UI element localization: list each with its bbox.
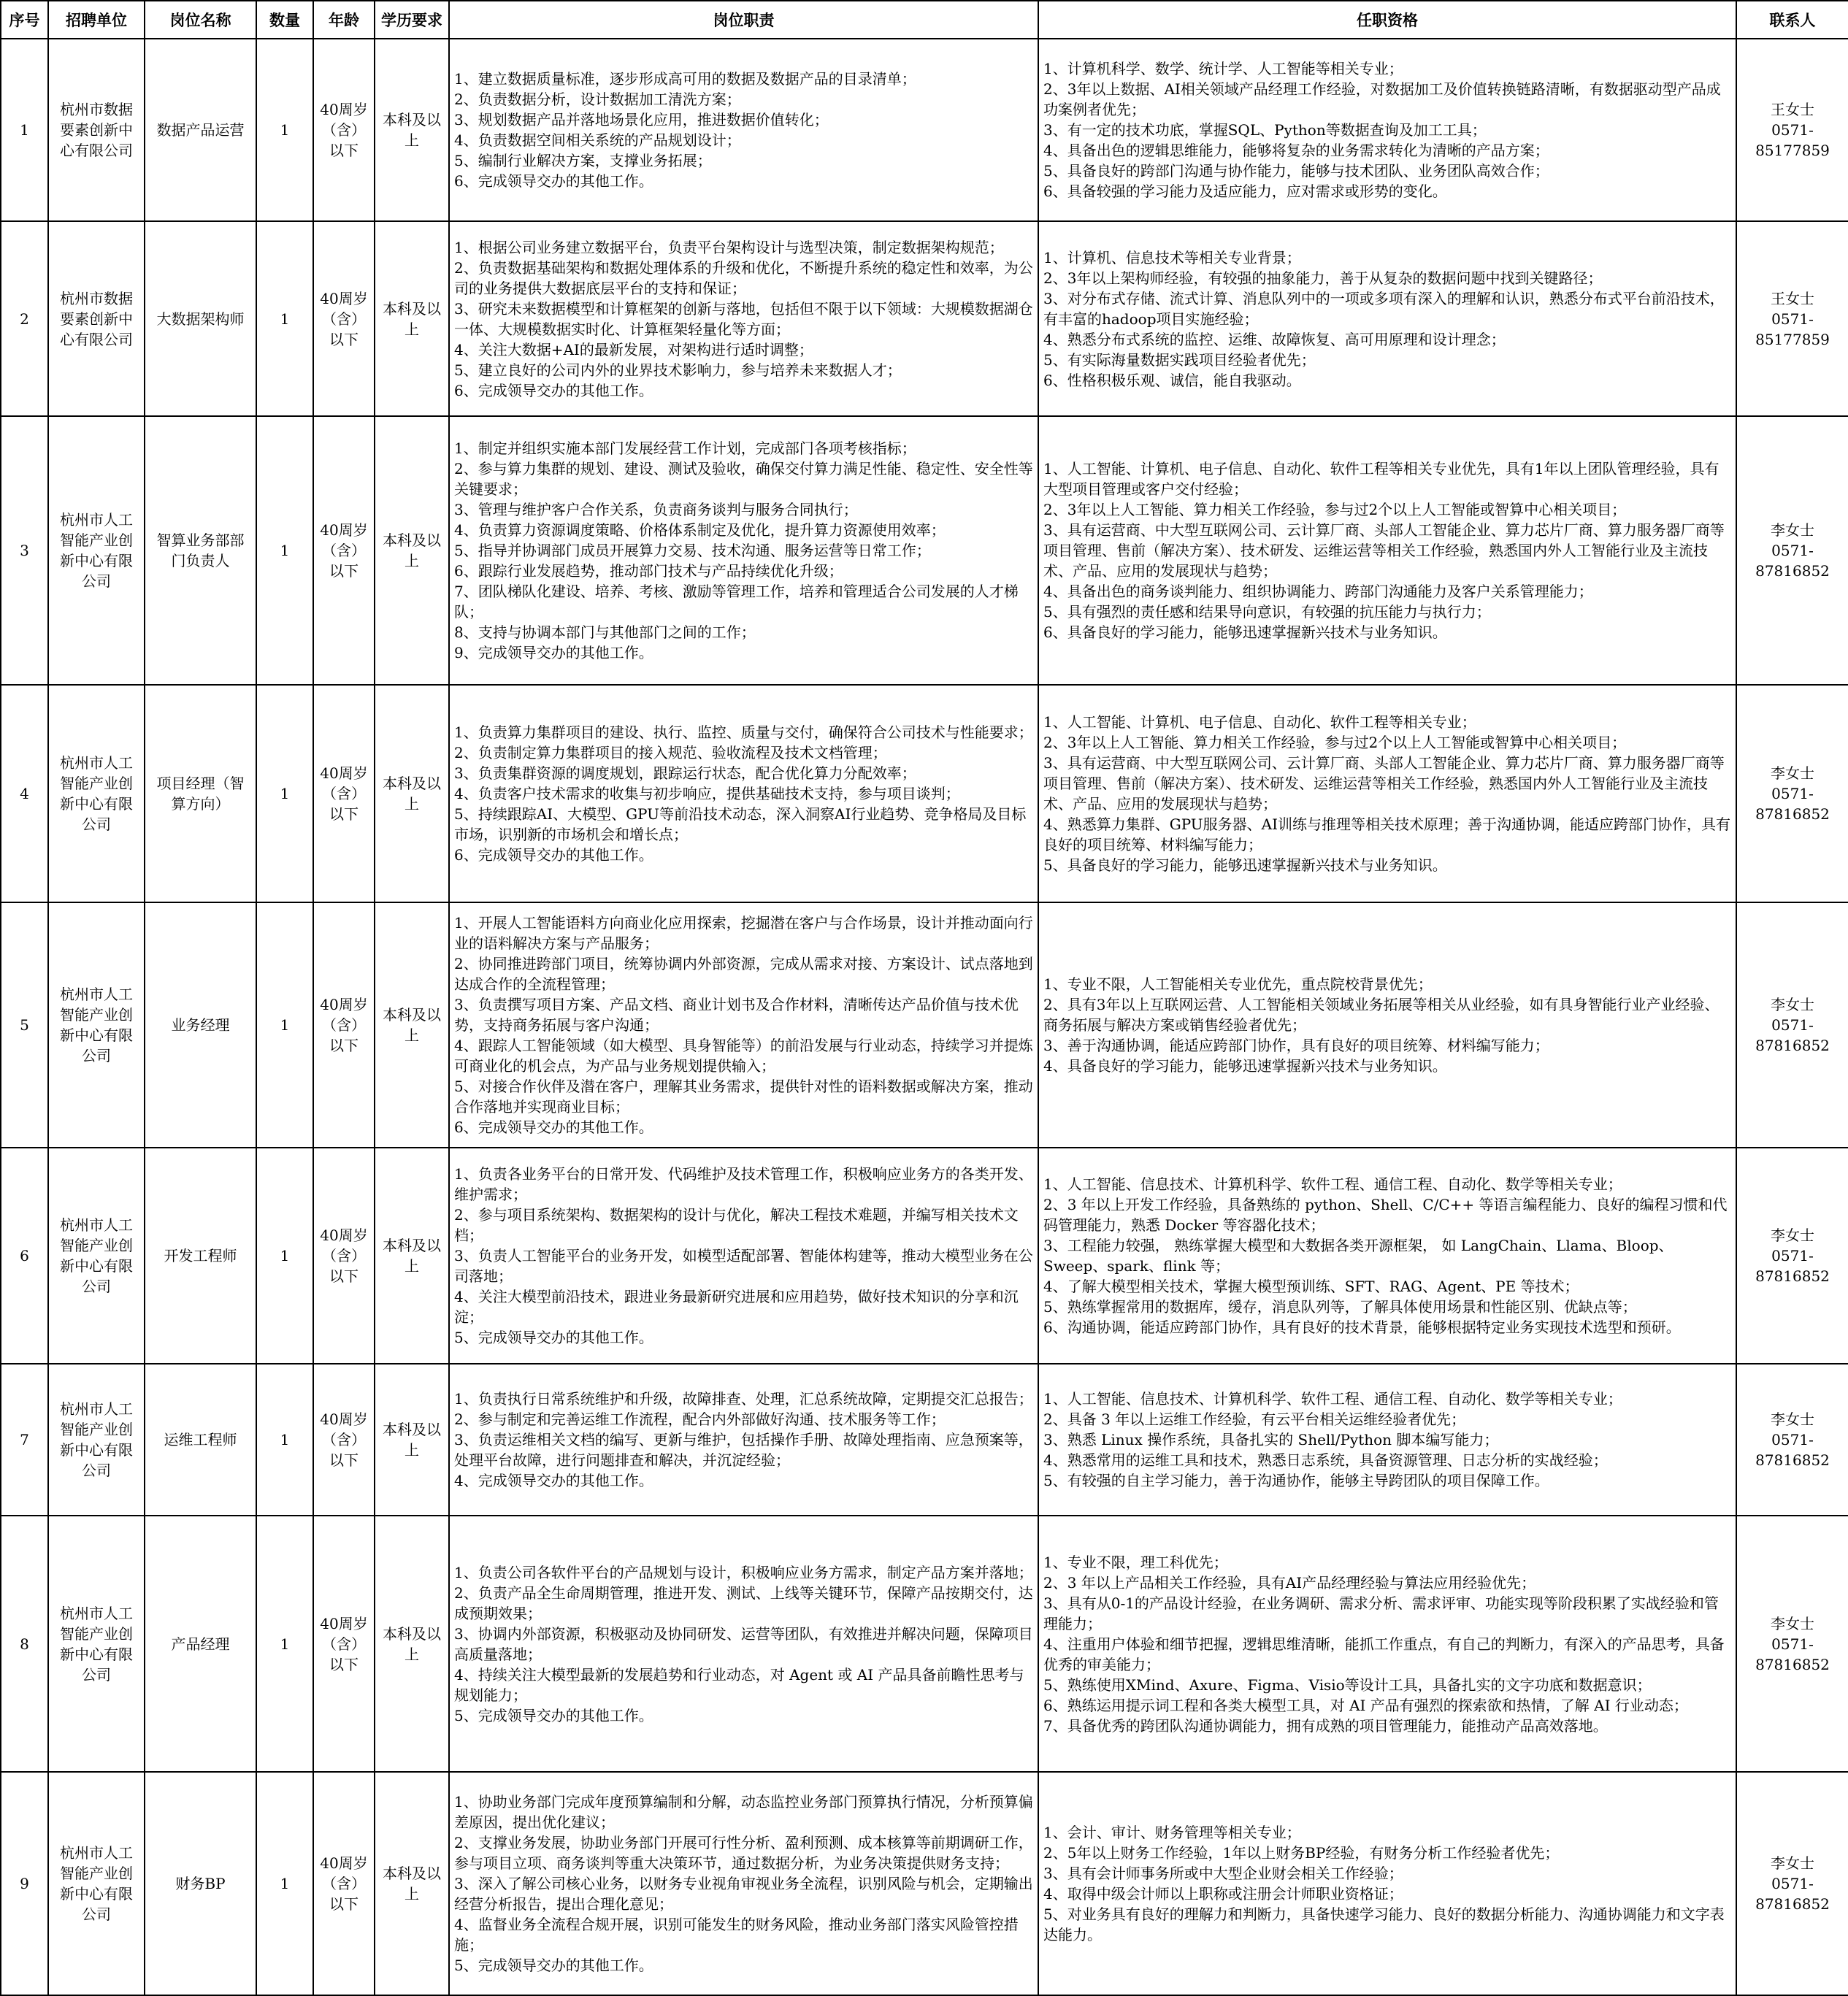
- duty-item: 1、负责执行日常系统维护和升级，故障排查、处理，汇总系统故障，定期提交汇总报告；: [454, 1390, 1033, 1408]
- cell-no: 2: [1, 221, 48, 416]
- duty-item: 3、负责集群资源的调度规划，跟踪运行状态，配合优化算力分配效率；: [454, 764, 916, 782]
- qualification-item: 5、熟练使用XMind、Axure、Figma、Visio等设计工具，具备扎实的文字功底和数据意识；: [1043, 1676, 1652, 1694]
- cell-education: 本科及以上: [375, 1148, 449, 1364]
- qualification-item: 5、对业务具有良好的理解力和判断力，具备快速学习能力、良好的数据分析能力、沟通协调能力和文字表达能力。: [1043, 1905, 1725, 1943]
- qualification-item: 5、有较强的自主学习能力，善于沟通协作，能够主导跨团队的项目保障工作。: [1043, 1472, 1549, 1489]
- cell-duties: [449, 416, 1038, 685]
- qualification-item: 2、具备 3 年以上运维工作经验，有云平台相关运维经验者优先；: [1043, 1410, 1466, 1428]
- cell-contact: [1736, 1516, 1848, 1772]
- cell-position: 大数据架构师: [145, 221, 256, 416]
- header-no: 序号: [1, 1, 48, 39]
- duty-item: 1、负责公司各软件平台的产品规划与设计，积极响应业务方需求，制定产品方案并落地；: [454, 1563, 1033, 1581]
- cell-qualifications: [1038, 1516, 1736, 1772]
- cell-count: 1: [256, 39, 313, 221]
- qualification-item: 3、熟悉 Linux 操作系统，具备扎实的 Shell/Python 脚本编写能力；: [1043, 1431, 1499, 1448]
- cell-unit: 杭州市人工智能产业创新中心有限公司: [48, 685, 145, 902]
- qualification-item: 1、人工智能、计算机、电子信息、自动化、软件工程等相关专业优先，具有1年以上团队管理经验，具有大型项目管理或客户交付经验；: [1043, 460, 1719, 498]
- duty-item: 6、完成领导交办的其他工作。: [454, 1118, 653, 1136]
- cell-age: 40周岁（含）以下: [313, 1516, 375, 1772]
- cell-education: 本科及以上: [375, 39, 449, 221]
- table-row: [1, 221, 1848, 416]
- cell-contact: [1736, 416, 1848, 685]
- cell-no: 7: [1, 1364, 48, 1516]
- contact-name: 李女士: [1771, 764, 1814, 782]
- cell-position: 财务BP: [145, 1772, 256, 1995]
- qualification-item: 6、沟通协调，能适应跨部门协作，具有良好的技术背景，能够根据特定业务实现技术选型和预研。: [1043, 1318, 1681, 1336]
- qualification-item: 5、有实际海量数据实践项目经验者优先；: [1043, 350, 1316, 369]
- duty-item: 6、完成领导交办的其他工作。: [454, 172, 653, 190]
- qualification-item: 6、具备良好的学习能力，能够迅速掌握新兴技术与业务知识。: [1043, 623, 1447, 641]
- table-row: [1, 1772, 1848, 1995]
- duty-item: 2、支撑业务发展，协助业务部门开展可行性分析、盈利预测、成本核算等前期调研工作，参与项目立项、商务谈判等重大决策环节，通过数据分析，为业务决策提供财务支持；: [454, 1834, 1033, 1872]
- duty-item: 4、关注大模型前沿技术，跟进业务最新研究进展和应用趋势，做好技术知识的分享和沉淀；: [454, 1288, 1019, 1326]
- contact-name: 李女士: [1771, 996, 1814, 1013]
- cell-contact: [1736, 221, 1848, 416]
- contact-phone: 0571-85177859: [1755, 310, 1830, 348]
- cell-education: 本科及以上: [375, 1516, 449, 1772]
- qualification-item: 2、3 年以上开发工作经验，具备熟练的 python、Shell、C/C++ 等语言编程能力、良好的编程习惯和代码管理能力，熟悉 Docker 等容器化技术；: [1043, 1196, 1728, 1234]
- header-count: 数量: [256, 1, 313, 39]
- header-duties: 岗位职责: [449, 1, 1038, 39]
- cell-unit: 杭州市人工智能产业创新中心有限公司: [48, 416, 145, 685]
- duty-item: 9、完成领导交办的其他工作。: [454, 644, 653, 661]
- cell-count: 1: [256, 1364, 313, 1516]
- duty-item: 7、团队梯队化建设、培养、考核、激励等管理工作，培养和管理适合公司发展的人才梯队；: [454, 583, 1019, 621]
- cell-contact: [1736, 39, 1848, 221]
- cell-age: 40周岁（含）以下: [313, 221, 375, 416]
- cell-no: 6: [1, 1148, 48, 1364]
- duty-item: 3、负责运维相关文档的编写、更新与维护，包括操作手册、故障处理指南、应急预案等，处理平台故障，进行问题排查和解决，并沉淀经验；: [454, 1431, 1033, 1469]
- cell-contact: [1736, 685, 1848, 902]
- cell-unit: 杭州市数据要素创新中心有限公司: [48, 221, 145, 416]
- cell-qualifications: [1038, 1772, 1736, 1995]
- qualification-item: 6、性格积极乐观、诚信，能自我驱动。: [1043, 371, 1301, 389]
- duty-item: 4、负责算力资源调度策略、价格体系制定及优化，提升算力资源使用效率；: [454, 521, 946, 539]
- cell-duties: [449, 221, 1038, 416]
- cell-duties: [449, 39, 1038, 221]
- cell-duties: [449, 902, 1038, 1148]
- cell-qualifications: [1038, 685, 1736, 902]
- contact-phone: 0571-87816852: [1755, 1431, 1830, 1469]
- duty-item: 5、指导并协调部门成员开展算力交易、技术沟通、服务运营等日常工作；: [454, 542, 931, 559]
- cell-duties: [449, 1772, 1038, 1995]
- duty-item: 4、关注大数据+AI的最新发展，对架构进行适时调整；: [454, 340, 813, 358]
- duty-item: 2、参与算力集群的规划、建设、测试及验收，确保交付算力满足性能、稳定性、安全性等关键要求；: [454, 460, 1033, 498]
- qualification-item: 2、3年以上人工智能、算力相关工作经验，参与过2个以上人工智能或智算中心相关项目；: [1043, 734, 1627, 751]
- header-qualifications: 任职资格: [1038, 1, 1736, 39]
- duty-item: 1、建立数据质量标准，逐步形成高可用的数据及数据产品的目录清单；: [454, 70, 916, 88]
- qualification-item: 3、工程能力较强， 熟练掌握大模型和大数据各类开源框架， 如 LangChain、Llama、Bloop、Sweep、spark、flink 等；: [1043, 1237, 1673, 1275]
- header-education: 学历要求: [375, 1, 449, 39]
- table-row: [1, 685, 1848, 902]
- qualification-item: 1、计算机、信息技术等相关专业背景；: [1043, 248, 1301, 266]
- cell-qualifications: [1038, 902, 1736, 1148]
- cell-education: 本科及以上: [375, 1772, 449, 1995]
- duty-item: 6、完成领导交办的其他工作。: [454, 846, 653, 864]
- qualification-item: 2、具有3年以上互联网运营、人工智能相关领域业务拓展等相关从业经验，如有具身智能行业产业经验、商务拓展与解决方案或销售经验者优先；: [1043, 996, 1719, 1034]
- cell-position: 项目经理（智算方向）: [145, 685, 256, 902]
- qualification-item: 4、具备出色的商务谈判能力、组织协调能力、跨部门沟通能力及客户关系管理能力；: [1043, 583, 1593, 600]
- duty-item: 5、建立良好的公司内外的业界技术影响力，参与培养未来数据人才；: [454, 361, 902, 379]
- qualification-item: 4、取得中级会计师以上职称或注册会计师职业资格证；: [1043, 1885, 1403, 1903]
- cell-unit: 杭州市人工智能产业创新中心有限公司: [48, 1148, 145, 1364]
- cell-age: 40周岁（含）以下: [313, 1772, 375, 1995]
- duty-item: 3、深入了解公司核心业务，以财务专业视角审视业务全流程，识别风险与机会，定期输出经营分析报告，提出合理化意见；: [454, 1875, 1033, 1913]
- cell-age: 40周岁（含）以下: [313, 1364, 375, 1516]
- qualification-item: 2、5年以上财务工作经验，1年以上财务BP经验，有财务分析工作经验者优先；: [1043, 1844, 1560, 1862]
- table-row: [1, 902, 1848, 1148]
- duty-item: 1、负责算力集群项目的建设、执行、监控、质量与交付，确保符合公司技术与性能要求；: [454, 723, 1033, 741]
- cell-age: 40周岁（含）以下: [313, 39, 375, 221]
- cell-qualifications: [1038, 221, 1736, 416]
- contact-name: 王女士: [1771, 101, 1814, 118]
- cell-position: 数据产品运营: [145, 39, 256, 221]
- cell-count: 1: [256, 1516, 313, 1772]
- qualification-item: 4、注重用户体验和细节把握，逻辑思维清晰，能抓工作重点，有自己的判断力，有深入的产品思考，具备优秀的审美能力；: [1043, 1635, 1725, 1673]
- qualification-item: 4、具备出色的逻辑思维能力，能够将复杂的业务需求转化为清晰的产品方案；: [1043, 142, 1549, 159]
- cell-no: 5: [1, 902, 48, 1148]
- qualification-item: 1、人工智能、计算机、电子信息、自动化、软件工程等相关专业；: [1043, 713, 1476, 731]
- duty-item: 1、协助业务部门完成年度预算编制和分解，动态监控业务部门预算执行情况，分析预算偏差原因，提出优化建议；: [454, 1793, 1033, 1831]
- duty-item: 3、负责人工智能平台的业务开发，如模型适配部署、智能体构建等，推动大模型业务在公司落地；: [454, 1247, 1033, 1285]
- qualification-item: 5、具备良好的跨部门沟通与协作能力，能够与技术团队、业务团队高效合作；: [1043, 162, 1549, 180]
- duty-item: 3、规划数据产品并落地场景化应用，推进数据价值转化；: [454, 111, 829, 128]
- qualification-item: 3、具有运营商、中大型互联网公司、云计算厂商、头部人工智能企业、算力芯片厂商、算力服务器厂商等项目管理、售前（解决方案）、技术研发、运维运营等相关工作经验，熟悉国内外人工智能行业及主流技术、产品、应用的发展现状与趋势；: [1043, 521, 1725, 580]
- cell-unit: 杭州市数据要素创新中心有限公司: [48, 39, 145, 221]
- cell-contact: [1736, 902, 1848, 1148]
- duty-item: 4、完成领导交办的其他工作。: [454, 1472, 653, 1489]
- cell-qualifications: [1038, 416, 1736, 685]
- duty-item: 4、跟踪人工智能领域（如大模型、具身智能等）的前沿发展与行业动态，持续学习并提炼可商业化的机会点，为产品与业务规划提供输入；: [454, 1037, 1033, 1075]
- contact-phone: 0571-85177859: [1755, 121, 1830, 159]
- contact-phone: 0571-87816852: [1755, 1875, 1830, 1913]
- duty-item: 3、研究未来数据模型和计算框架的创新与落地，包括但不限于以下领域：大规模数据湖仓一体、大规模数据实时化、计算框架轻量化等方面；: [454, 299, 1033, 338]
- cell-count: 1: [256, 221, 313, 416]
- cell-count: 1: [256, 1148, 313, 1364]
- cell-position: 智算业务部部门负责人: [145, 416, 256, 685]
- header-unit: 招聘单位: [48, 1, 145, 39]
- duty-item: 3、协调内外部资源，积极驱动及协同研发、运营等团队，有效推进并解决问题，保障项目高质量落地；: [454, 1624, 1033, 1663]
- cell-count: 1: [256, 416, 313, 685]
- cell-education: 本科及以上: [375, 221, 449, 416]
- cell-position: 运维工程师: [145, 1364, 256, 1516]
- contact-phone: 0571-87816852: [1755, 1247, 1830, 1285]
- qualification-item: 1、专业不限，人工智能相关专业优先，重点院校背景优先；: [1043, 975, 1433, 993]
- qualification-item: 1、人工智能、信息技术、计算机科学、软件工程、通信工程、自动化、数学等相关专业；: [1043, 1175, 1622, 1193]
- cell-unit: 杭州市人工智能产业创新中心有限公司: [48, 902, 145, 1148]
- qualification-item: 2、3年以上人工智能、算力相关工作经验，参与过2个以上人工智能或智算中心相关项目；: [1043, 501, 1627, 518]
- cell-count: 1: [256, 685, 313, 902]
- qualification-item: 4、熟悉分布式系统的监控、运维、故障恢复、高可用原理和设计理念；: [1043, 330, 1506, 348]
- qualification-item: 3、善于沟通协调，能适应跨部门协作，具有良好的项目统筹、材料编写能力；: [1043, 1037, 1549, 1054]
- duty-item: 2、负责产品全生命周期管理，推进开发、测试、上线等关键环节，保障产品按期交付，达成预期效果；: [454, 1584, 1033, 1622]
- cell-no: 4: [1, 685, 48, 902]
- contact-phone: 0571-87816852: [1755, 1635, 1830, 1673]
- table-row: [1, 416, 1848, 685]
- header-position: 岗位名称: [145, 1, 256, 39]
- duty-item: 2、参与制定和完善运维工作流程，配合内外部做好沟通、技术服务等工作；: [454, 1410, 946, 1428]
- cell-duties: [449, 1364, 1038, 1516]
- qualification-item: 3、有一定的技术功底，掌握SQL、Python等数据查询及加工工具；: [1043, 121, 1487, 139]
- duty-item: 2、负责数据基础架构和数据处理体系的升级和优化，不断提升系统的稳定性和效率，为公司的业务提供大数据底层平台的支持和保证；: [454, 258, 1033, 297]
- header-age: 年龄: [313, 1, 375, 39]
- duty-item: 4、负责客户技术需求的收集与初步响应，提供基础技术支持，参与项目谈判；: [454, 785, 960, 802]
- qualification-item: 5、熟练掌握常用的数据库，缓存，消息队列等，了解具体使用场景和性能区别、优缺点等；: [1043, 1298, 1637, 1316]
- cell-age: 40周岁（含）以下: [313, 1148, 375, 1364]
- table-row: [1, 1516, 1848, 1772]
- qualification-item: 2、3年以上架构师经验，有较强的抽象能力，善于从复杂的数据问题中找到关键路径；: [1043, 269, 1603, 287]
- qualification-item: 7、具备优秀的跨团队沟通协调能力，拥有成熟的项目管理能力，能推动产品高效落地。: [1043, 1716, 1608, 1735]
- duty-item: 1、负责各业务平台的日常开发、代码维护及技术管理工作，积极响应业务方的各类开发、维护需求；: [454, 1165, 1033, 1203]
- qualification-item: 3、具有从0-1的产品设计经验，在业务调研、需求分析、需求评审、功能实现等阶段积累了实战经验和管理能力；: [1043, 1594, 1719, 1632]
- duty-item: 2、负责数据分析，设计数据加工清洗方案；: [454, 91, 741, 108]
- cell-education: 本科及以上: [375, 685, 449, 902]
- contact-name: 李女士: [1771, 1410, 1814, 1428]
- duty-item: 5、完成领导交办的其他工作。: [454, 1329, 653, 1346]
- duty-item: 3、负责撰写项目方案、产品文档、商业计划书及合作材料，清晰传达产品价值与技术优势，支持商务拓展与客户沟通；: [454, 996, 1019, 1034]
- cell-position: 业务经理: [145, 902, 256, 1148]
- cell-age: 40周岁（含）以下: [313, 902, 375, 1148]
- cell-duties: [449, 1148, 1038, 1364]
- duty-item: 3、管理与维护客户合作关系，负责商务谈判与服务合同执行；: [454, 501, 858, 518]
- contact-name: 王女士: [1771, 289, 1814, 307]
- duty-item: 5、持续跟踪AI、大模型、GPU等前沿技术动态，深入洞察AI行业趋势、竞争格局及目标市场，识别新的市场机会和增长点；: [454, 805, 1027, 843]
- cell-no: 1: [1, 39, 48, 221]
- duty-item: 6、完成领导交办的其他工作。: [454, 381, 653, 399]
- cell-no: 3: [1, 416, 48, 685]
- duty-item: 2、协同推进跨部门项目，统筹协调内外部资源，完成从需求对接、方案设计、试点落地到达成合作的全流程管理；: [454, 955, 1033, 993]
- qualification-item: 2、3年以上数据、AI相关领域产品经理工作经验，对数据加工及价值转换链路清晰，有数据驱动型产品成功案例者优先；: [1043, 80, 1721, 118]
- duty-item: 1、开展人工智能语料方向商业化应用探索，挖掘潜在客户与合作场景，设计并推动面向行业的语料解决方案与产品服务；: [454, 914, 1033, 952]
- duty-item: 2、负责制定算力集群项目的接入规范、验收流程及技术文档管理；: [454, 744, 887, 761]
- cell-age: 40周岁（含）以下: [313, 685, 375, 902]
- contact-name: 李女士: [1771, 1854, 1814, 1872]
- cell-contact: [1736, 1772, 1848, 1995]
- cell-no: 8: [1, 1516, 48, 1772]
- contact-name: 李女士: [1771, 1227, 1814, 1244]
- qualification-item: 1、会计、审计、财务管理等相关专业；: [1043, 1824, 1301, 1841]
- qualification-item: 6、具备较强的学习能力及适应能力，应对需求或形势的变化。: [1043, 183, 1447, 200]
- duty-item: 5、完成领导交办的其他工作。: [454, 1957, 653, 1974]
- qualification-item: 4、具备良好的学习能力，能够迅速掌握新兴技术与业务知识。: [1043, 1057, 1447, 1075]
- qualification-item: 2、3 年以上产品相关工作经验，具有AI产品经理经验与算法应用经验优先；: [1043, 1573, 1536, 1592]
- cell-contact: [1736, 1148, 1848, 1364]
- cell-count: 1: [256, 1772, 313, 1995]
- qualification-item: 3、具有运营商、中大型互联网公司、云计算厂商、头部人工智能企业、算力芯片厂商、算力服务器厂商等项目管理、售前（解决方案）、技术研发、运维运营等相关工作经验，熟悉国内外人工智能行业及主流技术、产品、应用的发展现状与趋势；: [1043, 754, 1725, 813]
- cell-education: 本科及以上: [375, 902, 449, 1148]
- cell-duties: [449, 1516, 1038, 1772]
- qualification-item: 4、熟悉常用的运维工具和技术，熟悉日志系统，具备资源管理、日志分析的实战经验；: [1043, 1451, 1608, 1469]
- header-contact: 联系人: [1736, 1, 1848, 39]
- cell-position: 开发工程师: [145, 1148, 256, 1364]
- cell-count: 1: [256, 902, 313, 1148]
- contact-name: 李女士: [1771, 1614, 1814, 1632]
- duty-item: 5、对接合作伙伴及潜在客户，理解其业务需求，提供针对性的语料数据或解决方案，推动合作落地并实现商业目标；: [454, 1078, 1033, 1116]
- duty-item: 1、制定并组织实施本部门发展经营工作计划，完成部门各项考核指标；: [454, 439, 916, 457]
- qualification-item: 5、具有强烈的责任感和结果导向意识，有较强的抗压能力与执行力；: [1043, 603, 1491, 621]
- contact-phone: 0571-87816852: [1755, 1016, 1830, 1054]
- cell-unit: 杭州市人工智能产业创新中心有限公司: [48, 1772, 145, 1995]
- contact-phone: 0571-87816852: [1755, 542, 1830, 580]
- cell-duties: [449, 685, 1038, 902]
- qualification-item: 3、对分布式存储、流式计算、消息队列中的一项或多项有深入的理解和认识，熟悉分布式平台前沿技术，有丰富的hadoop项目实施经验；: [1043, 289, 1725, 328]
- cell-education: 本科及以上: [375, 1364, 449, 1516]
- duty-item: 2、参与项目系统架构、数据架构的设计与优化，解决工程技术难题，并编写相关技术文档；: [454, 1206, 1019, 1244]
- qualification-item: 1、人工智能、信息技术、计算机科学、软件工程、通信工程、自动化、数学等相关专业；: [1043, 1390, 1622, 1408]
- cell-education: 本科及以上: [375, 416, 449, 685]
- qualification-item: 4、了解大模型相关技术，掌握大模型预训练、SFT、RAG、Agent、PE 等技术；: [1043, 1278, 1579, 1295]
- cell-qualifications: [1038, 1148, 1736, 1364]
- table-row: [1, 1364, 1848, 1516]
- duty-item: 8、支持与协调本部门与其他部门之间的工作；: [454, 623, 756, 641]
- duty-item: 5、编制行业解决方案，支撑业务拓展；: [454, 152, 712, 169]
- cell-age: 40周岁（含）以下: [313, 416, 375, 685]
- cell-contact: [1736, 1364, 1848, 1516]
- duty-item: 1、根据公司业务建立数据平台，负责平台架构设计与选型决策，制定数据架构规范；: [454, 238, 1004, 256]
- cell-qualifications: [1038, 1364, 1736, 1516]
- header-row: [1, 1, 1848, 39]
- cell-unit: 杭州市人工智能产业创新中心有限公司: [48, 1364, 145, 1516]
- table-row: [1, 1148, 1848, 1364]
- qualification-item: 6、熟练运用提示词工程和各类大模型工具，对 AI 产品有强烈的探索欲和热情，了解 AI 行业动态；: [1043, 1696, 1688, 1714]
- qualification-item: 1、专业不限，理工科优先；: [1043, 1553, 1228, 1571]
- duty-item: 6、跟踪行业发展趋势，推动部门技术与产品持续优化升级；: [454, 562, 843, 580]
- qualification-item: 4、熟悉算力集群、GPU服务器、AI训练与推理等相关技术原理；善于沟通协调，能适应跨部门协作，具有良好的项目统筹、材料编写能力；: [1043, 815, 1731, 853]
- contact-name: 李女士: [1771, 521, 1814, 539]
- duty-item: 4、监督业务全流程合规开展，识别可能发生的财务风险，推动业务部门落实风险管控措施；: [454, 1916, 1019, 1954]
- cell-position: 产品经理: [145, 1516, 256, 1772]
- table-row: [1, 39, 1848, 221]
- cell-qualifications: [1038, 39, 1736, 221]
- qualification-item: 3、具有会计师事务所或中大型企业财会相关工作经验；: [1043, 1865, 1403, 1882]
- contact-phone: 0571-87816852: [1755, 785, 1830, 823]
- cell-unit: 杭州市人工智能产业创新中心有限公司: [48, 1516, 145, 1772]
- duty-item: 4、持续关注大模型最新的发展趋势和行业动态，对 Agent 或 AI 产品具备前瞻性思考与规划能力；: [454, 1665, 1024, 1704]
- qualification-item: 5、具备良好的学习能力，能够迅速掌握新兴技术与业务知识。: [1043, 856, 1447, 874]
- duty-item: 5、完成领导交办的其他工作。: [454, 1706, 653, 1724]
- qualification-item: 1、计算机科学、数学、统计学、人工智能等相关专业；: [1043, 60, 1403, 77]
- duty-item: 4、负责数据空间相关系统的产品规划设计；: [454, 131, 741, 149]
- cell-no: 9: [1, 1772, 48, 1995]
